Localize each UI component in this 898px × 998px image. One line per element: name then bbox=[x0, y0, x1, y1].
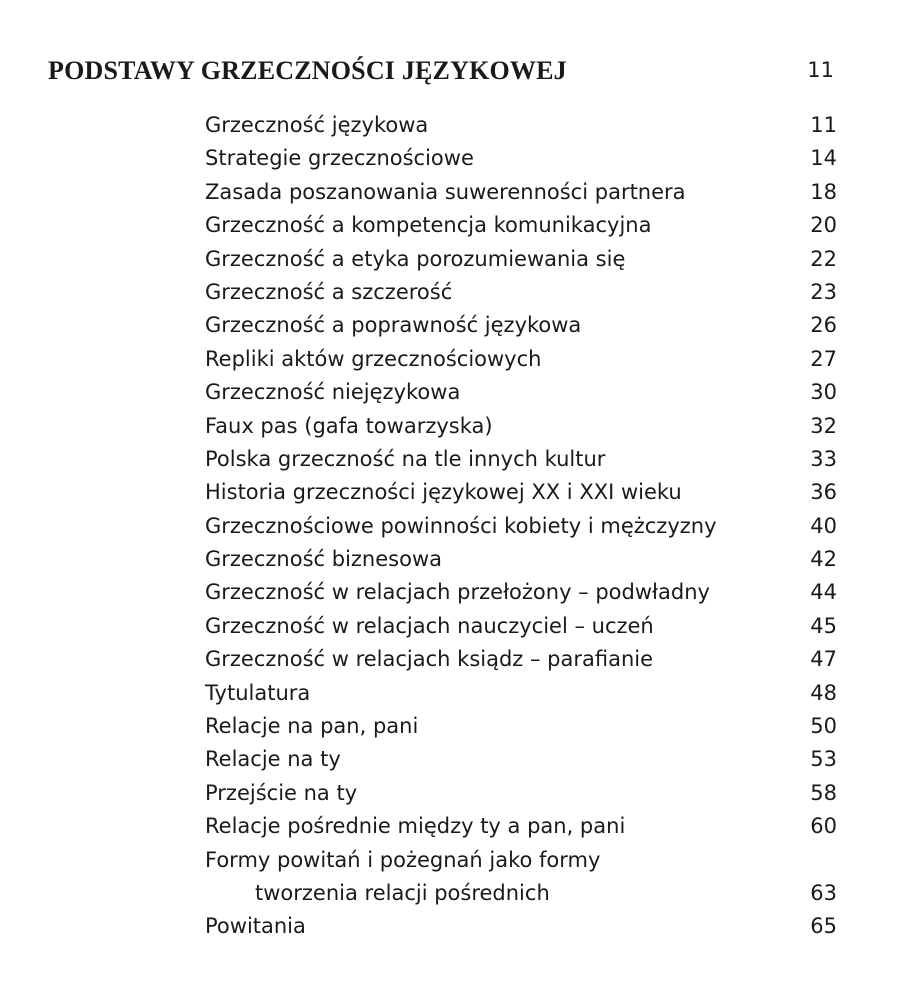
toc-entry-page-number: 20 bbox=[810, 213, 837, 238]
toc-entry-page-number: 18 bbox=[810, 179, 837, 204]
toc-entry-page-number: 47 bbox=[810, 647, 837, 672]
toc-entry-continuation-line bbox=[205, 877, 837, 910]
toc-entry-page-number: 14 bbox=[810, 146, 837, 171]
toc-entry-title: Faux pas (gafa towarzyska) bbox=[205, 413, 493, 438]
toc-entry bbox=[205, 543, 837, 576]
toc-entry bbox=[205, 510, 837, 543]
toc-entry-page-number: 42 bbox=[810, 547, 837, 572]
toc-entry-title: Powitania bbox=[205, 914, 306, 939]
toc-entry-title: Repliki aktów grzecznościowych bbox=[205, 346, 542, 371]
toc-entry-title: Grzeczność w relacjach ksiądz – parafianie bbox=[205, 647, 654, 672]
toc-entry-title: Grzeczność a kompetencja komunikacyjna bbox=[205, 213, 652, 238]
toc-entry-title: Formy powitań i pożegnań jako formy bbox=[205, 847, 601, 872]
toc-entry bbox=[205, 810, 837, 843]
toc-entry-title: Tytulatura bbox=[205, 680, 311, 705]
toc-entry bbox=[205, 476, 837, 509]
toc-entry-page-number: 53 bbox=[810, 747, 837, 772]
toc-entry-title: Grzeczność a szczerość bbox=[205, 279, 453, 304]
toc-entry bbox=[205, 777, 837, 810]
toc-entry-title: Przejście na ty bbox=[205, 780, 358, 805]
toc-entry bbox=[205, 243, 837, 276]
toc-entry bbox=[205, 176, 837, 209]
toc-entry-title: Grzecznościowe powinności kobiety i mężczyzny bbox=[205, 513, 717, 538]
toc-entry-page-number: 33 bbox=[810, 446, 837, 471]
toc-entry bbox=[205, 209, 837, 242]
toc-entry-page-number: 50 bbox=[810, 714, 837, 739]
toc-entry-title: Historia grzeczności językowej XX i XXI wieku bbox=[205, 480, 682, 505]
toc-entry-title: Grzeczność w relacjach nauczyciel – uczeń bbox=[205, 613, 654, 638]
toc-entry-page-number: 36 bbox=[810, 480, 837, 505]
toc-entry-title: Grzeczność w relacjach przełożony – podwładny bbox=[205, 580, 710, 605]
toc-entry-page-number: 11 bbox=[810, 113, 837, 137]
toc-entry-page-number: 32 bbox=[810, 413, 837, 438]
toc-entry-page-number: 58 bbox=[810, 780, 837, 805]
toc-entry bbox=[205, 844, 837, 877]
toc-entry-title: Grzeczność niejęzykowa bbox=[205, 380, 461, 405]
toc-entry bbox=[205, 410, 837, 443]
toc-entry bbox=[205, 109, 837, 142]
toc-entry-page-number: 65 bbox=[810, 914, 837, 939]
toc-entry-page-number: 27 bbox=[810, 346, 837, 371]
toc-entry bbox=[205, 610, 837, 643]
toc-entry-title: Strategie grzecznościowe bbox=[205, 146, 474, 171]
toc-entry-title: Grzeczność a poprawność językowa bbox=[205, 313, 582, 338]
toc-entry-page-number: 45 bbox=[810, 613, 837, 638]
toc-entry-title: Relacje pośrednie między ty a pan, pani bbox=[205, 814, 626, 839]
toc-entry-title: Polska grzeczność na tle innych kultur bbox=[205, 446, 606, 471]
chapter-heading bbox=[48, 56, 838, 92]
toc-entry-title-continuation: tworzenia relacji pośrednich bbox=[255, 880, 550, 905]
toc-entry-page-number: 44 bbox=[810, 580, 837, 605]
toc-entry bbox=[205, 443, 837, 476]
toc-entry bbox=[205, 343, 837, 376]
toc-entry-page-number: 30 bbox=[810, 380, 837, 405]
toc-entry-page-number: 40 bbox=[810, 513, 837, 538]
toc-entry bbox=[205, 309, 837, 342]
toc-entry-title: Relacje na ty bbox=[205, 747, 341, 772]
toc-entry bbox=[205, 376, 837, 409]
toc-entry bbox=[205, 276, 837, 309]
chapter-page-number: 11 bbox=[807, 58, 834, 82]
toc-entry-title: Grzeczność biznesowa bbox=[205, 547, 442, 572]
toc-entry-page-number: 60 bbox=[810, 814, 837, 839]
toc-entry-title: Grzeczność a etyka porozumiewania się bbox=[205, 246, 626, 271]
toc-entry bbox=[205, 643, 837, 676]
chapter-title: PODSTAWY GRZECZNOŚCI JĘZYKOWEJ bbox=[48, 56, 567, 85]
toc-entry-page-number: 63 bbox=[810, 880, 837, 905]
toc-entry-page-number: 26 bbox=[810, 313, 837, 338]
toc-entry bbox=[205, 910, 837, 943]
toc-entry-page-number: 22 bbox=[810, 246, 837, 271]
toc-entry-title: Relacje na pan, pani bbox=[205, 714, 419, 739]
toc-entry-title: Grzeczność językowa bbox=[205, 113, 429, 137]
toc-entry bbox=[205, 743, 837, 776]
toc-entry-title: Zasada poszanowania suwerenności partnera bbox=[205, 179, 686, 204]
toc-entry bbox=[205, 677, 837, 710]
toc-entry bbox=[205, 142, 837, 175]
toc-entries-list bbox=[205, 109, 837, 944]
toc-entry bbox=[205, 710, 837, 743]
toc-entry-page-number: 23 bbox=[810, 279, 837, 304]
toc-entry bbox=[205, 576, 837, 609]
toc-entry-page-number: 48 bbox=[810, 680, 837, 705]
